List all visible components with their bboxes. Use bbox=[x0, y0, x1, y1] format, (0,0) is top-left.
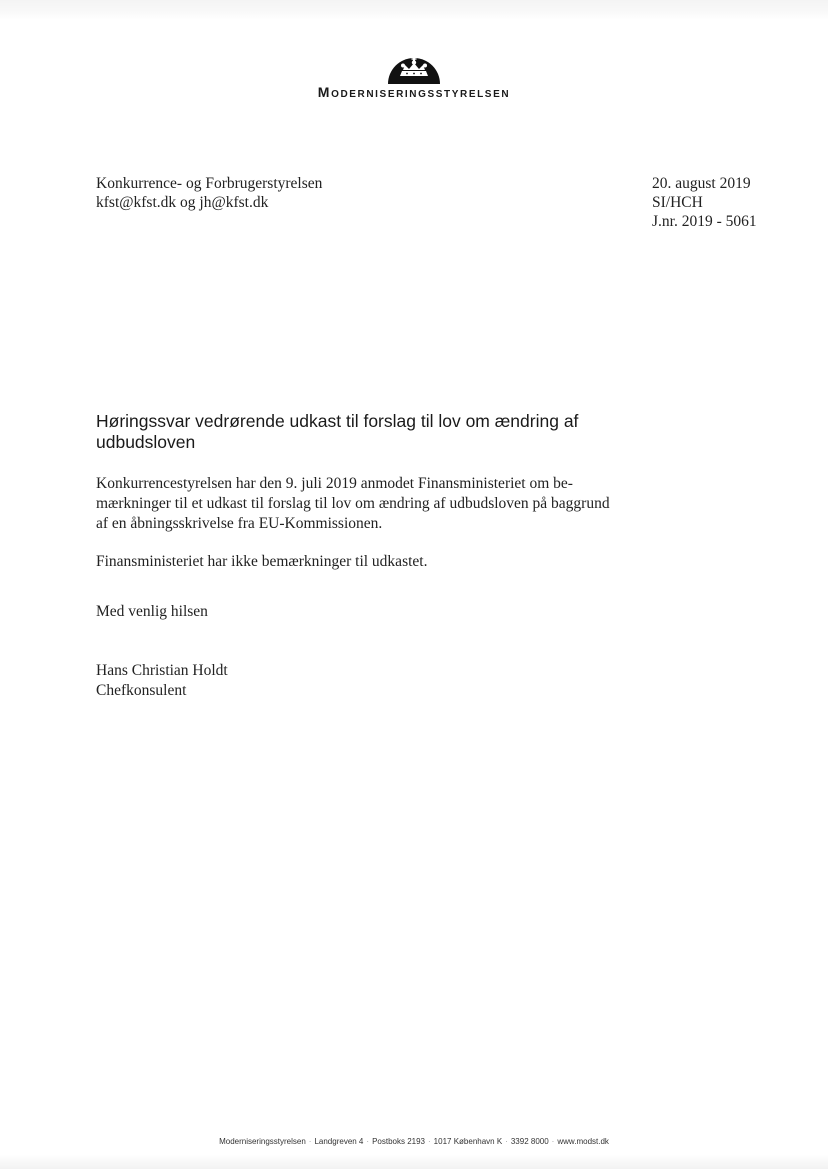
footer-separator: · bbox=[308, 1137, 312, 1146]
journal-number: J.nr. 2019 - 5061 bbox=[652, 213, 757, 230]
organization-wordmark bbox=[0, 84, 828, 100]
paragraph-line: af en åbningsskrivelse fra EU-Kommissionen. bbox=[96, 515, 383, 532]
letterhead bbox=[0, 50, 828, 100]
meta-block bbox=[652, 174, 757, 231]
body-paragraph-2 bbox=[96, 552, 656, 572]
footer-separator: · bbox=[505, 1137, 508, 1146]
signature-title: Chefkonsulent bbox=[96, 682, 187, 699]
recipient-name: Konkurrence- og Forbrugerstyrelsen bbox=[96, 175, 323, 192]
footer-website: www.modst.dk bbox=[557, 1137, 609, 1146]
paragraph-line: Konkurrencestyrelsen har den 9. juli 2019 anmodet Finansministeriet om be- bbox=[96, 475, 573, 492]
recipient-block bbox=[96, 174, 322, 212]
letter-footer bbox=[0, 1137, 828, 1146]
recipient-emails: kfst@kfst.dk og jh@kfst.dk bbox=[96, 194, 269, 211]
paragraph-line: mærkninger til et udkast til forslag til lov om ændring af udbudsloven på baggrund bbox=[96, 495, 610, 512]
heading-line: Høringssvar vedrørende udkast til forslag til lov om ændring af bbox=[96, 411, 579, 431]
closing bbox=[96, 602, 656, 622]
signature-name: Hans Christian Holdt bbox=[96, 662, 228, 679]
wordmark-initial: M bbox=[317, 84, 332, 100]
body-paragraph-1 bbox=[96, 474, 656, 534]
letter-heading bbox=[96, 411, 656, 453]
signature-block bbox=[96, 661, 656, 701]
footer-separator: · bbox=[551, 1137, 555, 1146]
footer-organization: Moderniseringsstyrelsen bbox=[219, 1137, 306, 1146]
wordmark-rest: ODERNISERINGSSTYRELSEN bbox=[331, 89, 511, 100]
heading-line: udbudsloven bbox=[96, 432, 196, 452]
letter-initials: SI/HCH bbox=[652, 194, 703, 211]
footer-postbox: Postboks 2193 bbox=[372, 1137, 425, 1146]
paragraph-line: Finansministeriet har ikke bemærkninger til udkastet. bbox=[96, 553, 428, 570]
crown-emblem-icon bbox=[385, 50, 443, 84]
footer-street: Landgreven 4 bbox=[314, 1137, 364, 1146]
footer-phone: 3392 8000 bbox=[510, 1137, 549, 1146]
scan-edge-bottom bbox=[0, 1155, 828, 1169]
scan-edge-top bbox=[0, 0, 828, 20]
closing-line: Med venlig hilsen bbox=[96, 603, 208, 620]
footer-separator: · bbox=[366, 1137, 370, 1146]
letter-date: 20. august 2019 bbox=[652, 175, 751, 192]
footer-separator: · bbox=[428, 1137, 431, 1146]
footer-city: 1017 København K bbox=[433, 1137, 503, 1146]
